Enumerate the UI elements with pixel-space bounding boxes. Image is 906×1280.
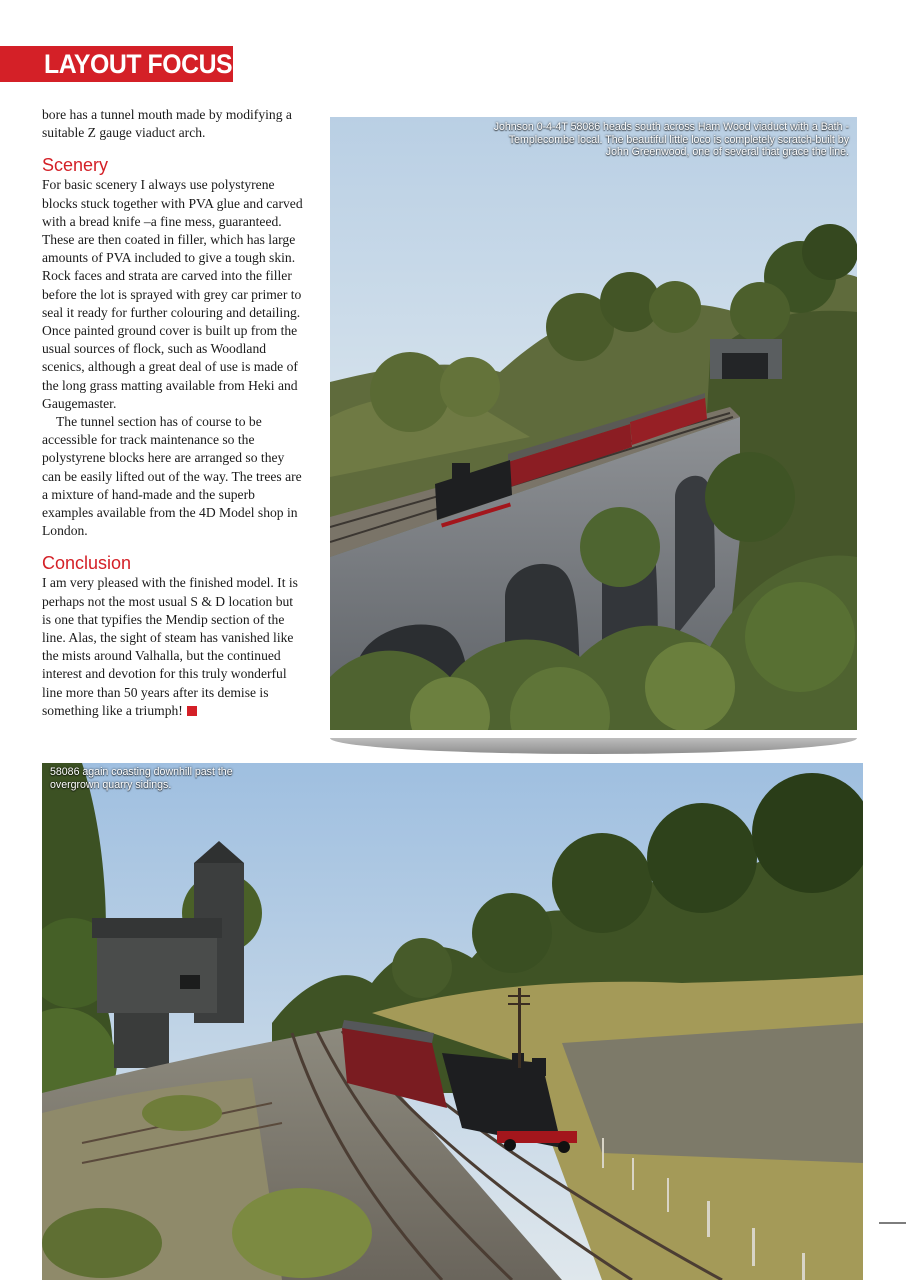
quarry-sidings-photo	[42, 763, 863, 1280]
scenery-paragraph-1: For basic scenery I always use polystyrene blocks stuck together with PVA glue and carved with a bread knife –a fine mess, guaranteed. These are then coated in filler, which has large amounts of PVA included to give a tough skin. Rock faces and strata are carved into the filler before the lot is sprayed with grey car primer to seal it ready for further colouring and detailing. Once painted ground cover is built up from the usual sources of flock, such as Woodland scenics, although a great deal of use is made of the long grass matting available from Heki and Gaugemaster.	[42, 177, 303, 411]
quarry-sidings-illustration	[42, 763, 863, 1280]
quarry-photo-caption: 58086 again coasting downhill past the overgrown quarry sidings.	[50, 766, 233, 791]
scenery-paragraph-2: The tunnel section has of course to be accessible for track maintenance so the polystyrene blocks here are arranged so they can be easily lifted out of the way. The trees are a mixture of hand-made and the superb examples available from the 4D Model shop in London.	[42, 414, 302, 539]
article-body	[42, 106, 304, 720]
viaduct-photo-caption: Johnson 0-4-4T 58086 heads south across Ham Wood viaduct with a Bath -Templecombe local. The beautiful little loco is completely scratch-built by John Greenwood, one of several that grace the line.	[493, 121, 849, 159]
end-of-article-mark	[187, 706, 197, 716]
scenery-heading: Scenery	[42, 155, 109, 176]
viaduct-illustration	[330, 117, 857, 730]
section-title: LAYOUT FOCUS	[44, 48, 233, 79]
viaduct-photo	[330, 117, 857, 730]
conclusion-heading: Conclusion	[42, 553, 132, 574]
intro-paragraph: bore has a tunnel mouth made by modifying a suitable Z gauge viaduct arch.	[42, 107, 292, 141]
page-edge-rule	[879, 1222, 906, 1224]
conclusion-text: I am very pleased with the finished model. It is perhaps not the most usual S & D location but is one that typifies the Mendip section of the line. Alas, the sight of steam has vanished like the mists around Valhalla, but the continued interest and devotion for this truly wonderful line more than 50 years after its demise is something like a triumph!	[42, 575, 298, 718]
section-tab	[0, 46, 233, 82]
photo-shadow	[330, 738, 857, 754]
conclusion-paragraph	[42, 574, 304, 720]
